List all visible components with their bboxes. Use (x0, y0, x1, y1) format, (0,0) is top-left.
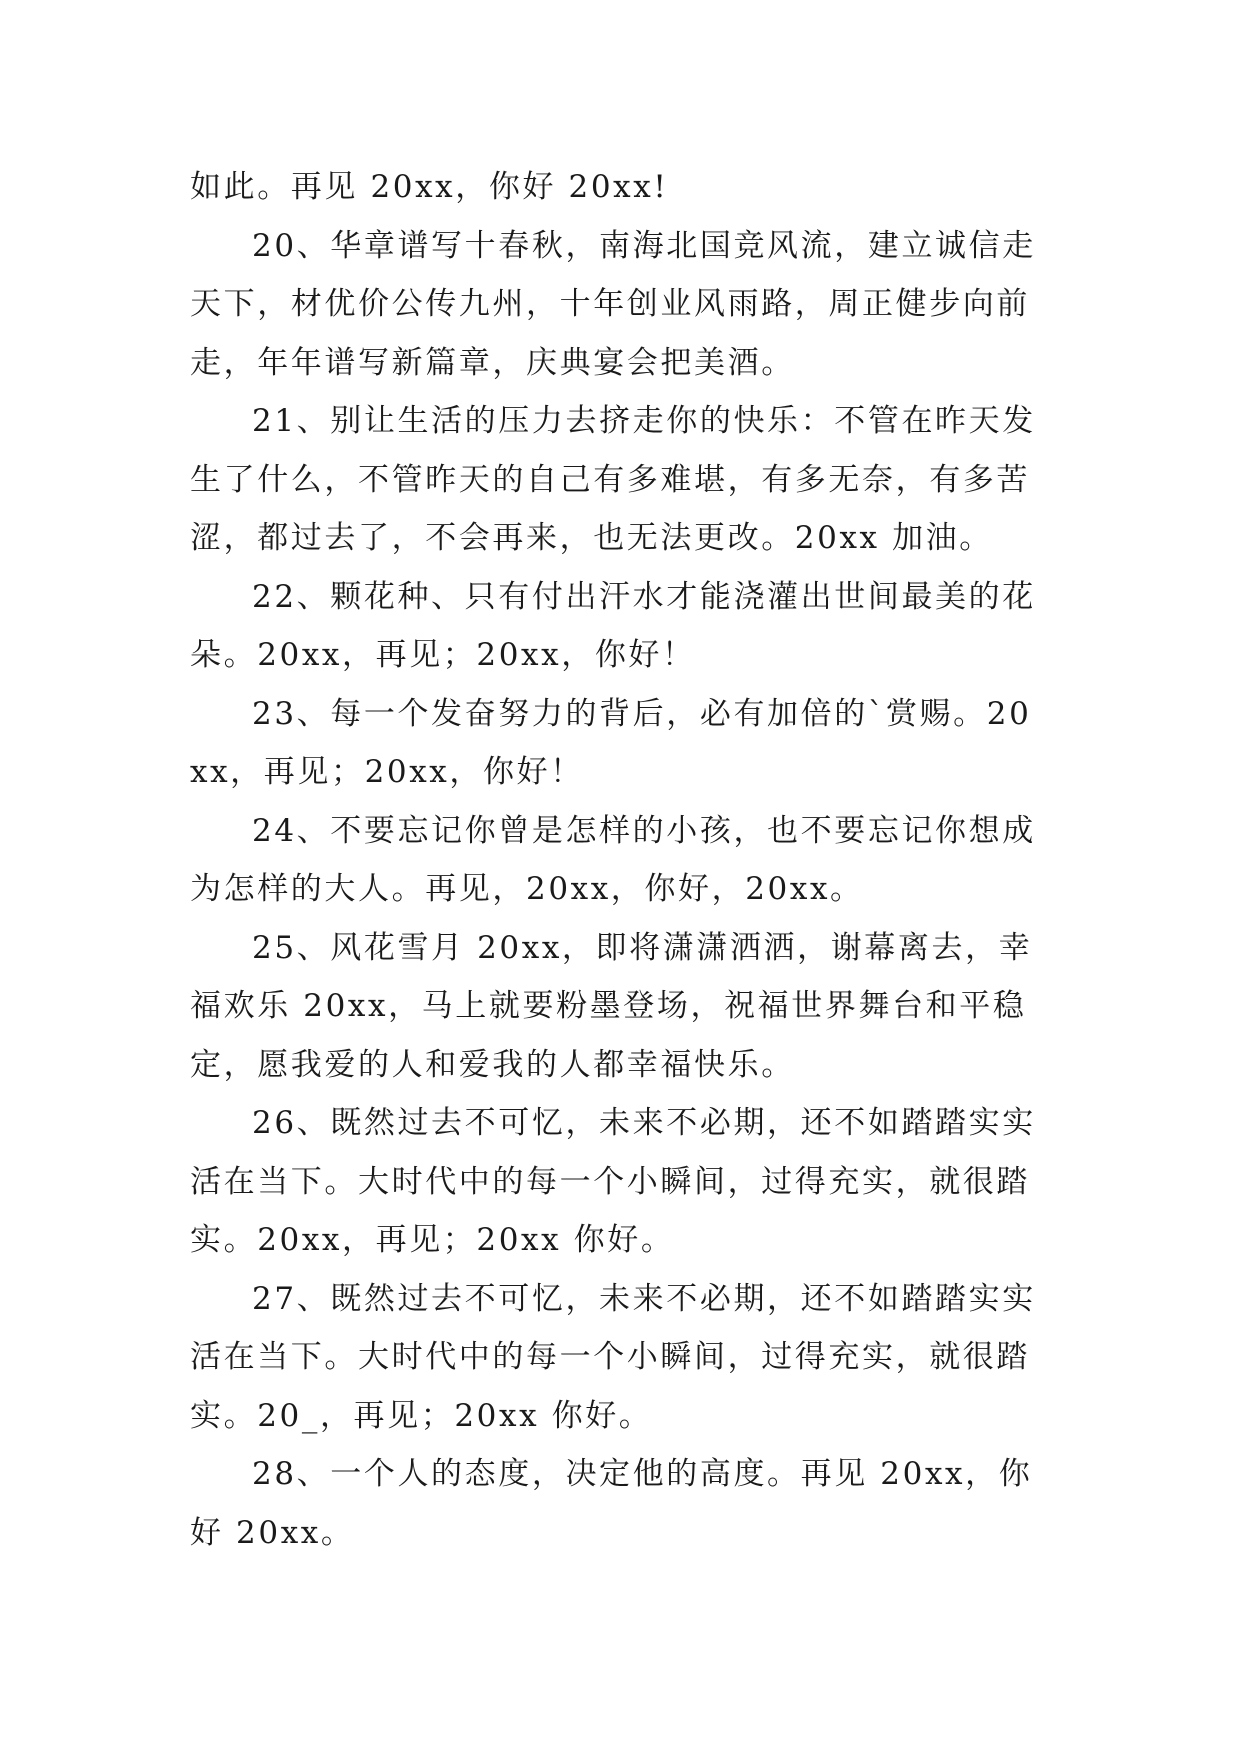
paragraph-item-27: 27、既然过去不可忆，未来不必期，还不如踏踏实实活在当下。大时代中的每一个小瞬间，过得充实，就很踏实。20_，再见；20xx 你好。 (190, 1280, 1036, 1434)
paragraph-continuation: 如此。再见 20xx，你好 20xx! (190, 169, 669, 205)
paragraph-item-28: 28、一个人的态度，决定他的高度。再见 20xx，你好 20xx。 (190, 1456, 1033, 1551)
paragraph-item-25: 25、风花雪月 20xx，即将潇潇洒洒，谢幕离去，幸福欢乐 20xx，马上就要粉墨登场，祝福世界舞台和平稳定，愿我爱的人和爱我的人都幸福快乐。 (190, 929, 1033, 1083)
paragraph-item-22: 22、颗花种、只有付出汗水才能浇灌出世间最美的花朵。20xx，再见；20xx，你好！ (190, 578, 1036, 673)
paragraph-item-26: 26、既然过去不可忆，未来不必期，还不如踏踏实实活在当下。大时代中的每一个小瞬间，过得充实，就很踏实。20xx，再见；20xx 你好。 (190, 1105, 1036, 1258)
paragraph-item-23: 23、每一个发奋努力的背后，必有加倍的`赏赐。20xx，再见；20xx，你好！ (190, 695, 1032, 790)
paragraph-item-24: 24、不要忘记你曾是怎样的小孩，也不要忘记你想成为怎样的大人。再见，20xx，你好，20xx。 (190, 812, 1036, 907)
paragraph-item-21: 21、别让生活的压力去挤走你的快乐：不管在昨天发生了什么，不管昨天的自己有多难堪，有多无奈，有多苦涩，都过去了，不会再来，也无法更改。20xx 加油。 (190, 403, 1036, 556)
paragraph-item-20: 20、华章谱写十春秋，南海北国竞风流，建立诚信走天下，材优价公传九州，十年创业风雨路，周正健步向前走，年年谱写新篇章，庆典宴会把美酒。 (190, 227, 1036, 381)
document-body (190, 158, 1050, 1562)
